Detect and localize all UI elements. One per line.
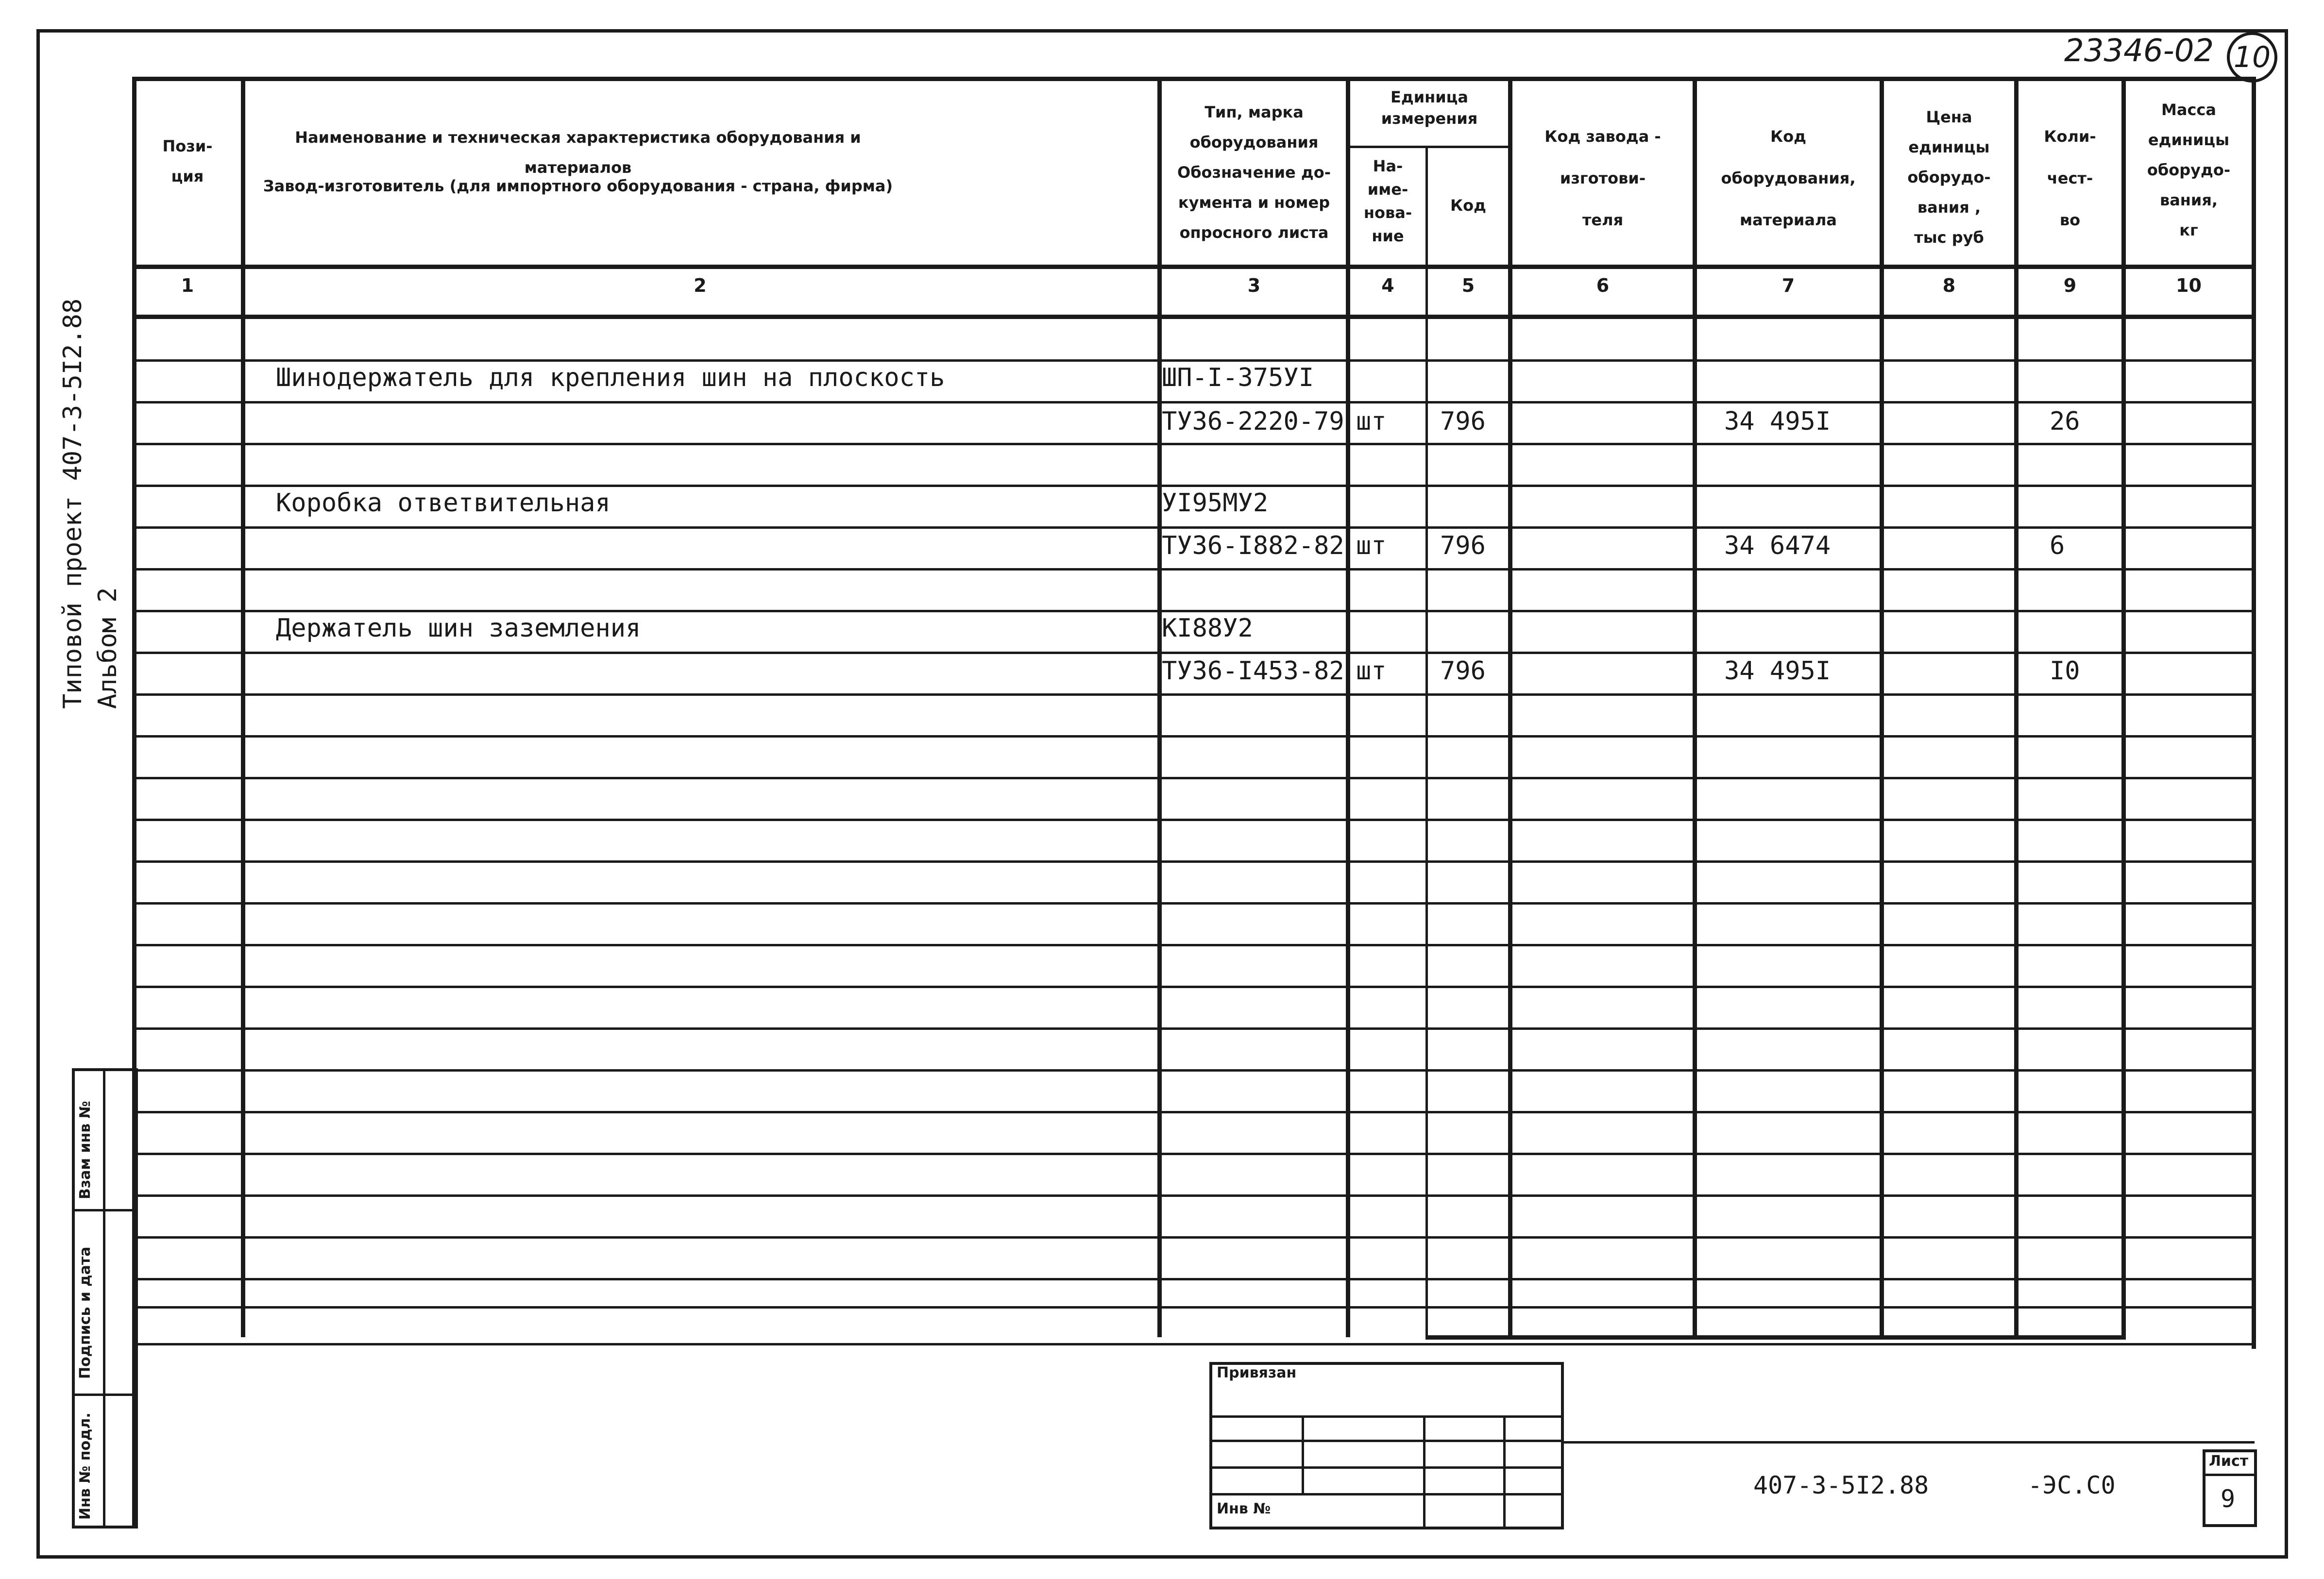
outer-frame (36, 29, 2288, 1559)
side-stamp-divider (103, 1068, 105, 1529)
row-line (132, 1027, 2255, 1030)
row-line (132, 1278, 2255, 1280)
header-type: Тип, марка оборудования Обозначение до- кумента и номер опросного листа (1177, 103, 1331, 242)
column-number: 2 (694, 275, 707, 296)
col-sep (241, 77, 245, 1337)
column-number: 8 (1942, 275, 1956, 296)
item-type: КI88У2 (1162, 614, 1253, 643)
item-code: 34 6474 (1724, 531, 1831, 560)
sheet-circle-number: 10 (2233, 40, 2271, 74)
row-line (132, 735, 2255, 738)
col-sep (1880, 77, 1884, 1337)
item-code: 34 495I (1724, 407, 1831, 436)
privyazan-sep (1503, 1415, 1506, 1529)
privyazan-sep (1423, 1415, 1425, 1529)
item-type: УI95МУ2 (1162, 488, 1269, 518)
column-number: 3 (1247, 275, 1261, 296)
privyazan-label: Привязан (1217, 1364, 1297, 1381)
row-line (132, 1194, 2255, 1197)
row-line (132, 860, 2255, 863)
item-qty: 26 (2050, 407, 2080, 436)
body-bottom-line (132, 1343, 2255, 1345)
row-line (132, 443, 2255, 445)
privyazan-line (1209, 1440, 1564, 1442)
row-line (132, 401, 2255, 403)
row-line (132, 1069, 2255, 1072)
item-doc: ТУ36-I882-82 (1162, 531, 1344, 560)
column-number: 10 (2176, 275, 2202, 296)
item-name: Держатель шин заземления (276, 614, 641, 643)
side-stamp-row-line (72, 1209, 138, 1211)
item-unit-code: 796 (1440, 531, 1486, 560)
header-quantity: Коли- чест- во (2044, 127, 2096, 229)
privyazan-line (1209, 1466, 1564, 1469)
column-number: 5 (1461, 275, 1475, 296)
row-line (132, 986, 2255, 988)
column-number: 7 (1781, 275, 1795, 296)
row-line (132, 1306, 2255, 1309)
privyazan-line (1209, 1493, 1564, 1495)
item-name: Шинодержатель для крепления шин на плоскость (276, 363, 945, 392)
sheet-label: Лист (2209, 1453, 2249, 1470)
item-qty: 6 (2050, 531, 2065, 560)
privyazan-line (1209, 1415, 1564, 1418)
row-line (132, 568, 2255, 571)
column-number: 9 (2063, 275, 2077, 296)
row-line (132, 610, 2255, 612)
designation-suffix: -ЭС.С0 (2028, 1471, 2116, 1499)
item-unit: шт (1356, 531, 1387, 560)
col-sep (1693, 77, 1697, 1337)
document-number: 23346-02 (2064, 33, 2214, 69)
privyazan-sep (1302, 1415, 1304, 1493)
item-doc: ТУ36-I453-82 (1162, 656, 1344, 686)
body-bottom-border (1425, 1335, 2126, 1340)
item-unit-code: 796 (1440, 656, 1486, 686)
row-line (132, 693, 2255, 696)
header-position: Пози- ция (162, 137, 213, 185)
col-sep (1425, 146, 1428, 1337)
header-unit: Единица измерения (1381, 88, 1478, 128)
row-line (132, 1111, 2255, 1113)
header-equipment-code: Код оборудования, материала (1721, 127, 1856, 229)
item-doc: ТУ36-2220-79 (1162, 407, 1344, 436)
header-bottom-border (132, 265, 2255, 269)
unit-subheader-line (1346, 146, 1510, 148)
sheet-number: 9 (2221, 1485, 2236, 1513)
side-stamp-row-line (72, 1394, 138, 1396)
row-line (132, 902, 2255, 905)
column-number: 1 (181, 275, 194, 296)
item-code: 34 495I (1724, 656, 1831, 686)
row-line (132, 485, 2255, 487)
header-mass: Масса единицы оборудо- вания, кг (2147, 101, 2231, 239)
item-unit-code: 796 (1440, 407, 1486, 436)
row-line (132, 777, 2255, 779)
row-line (132, 359, 2255, 362)
side-stamp-vzam: Взам инв № (77, 1101, 94, 1199)
item-type: ШП-I-375УI (1162, 363, 1314, 392)
table-top-border (132, 77, 2255, 81)
item-name: Коробка ответвительная (276, 488, 611, 518)
side-stamp-podpis: Подпись и дата (77, 1246, 94, 1379)
side-stamp-inv: Инв № подл. (77, 1412, 94, 1520)
designation: 407-3-5I2.88 (1753, 1471, 1929, 1499)
column-number: 4 (1381, 275, 1394, 296)
sheet-circle-badge (2227, 32, 2277, 83)
col-sep (2121, 77, 2126, 1337)
row-line (132, 1236, 2255, 1239)
header-plant-code: Код завода - изготови- теля (1544, 127, 1661, 229)
column-number: 6 (1596, 275, 1610, 296)
item-unit: шт (1356, 407, 1387, 436)
col-sep (1346, 77, 1350, 1337)
colnum-bottom-border (132, 315, 2255, 319)
row-line (132, 526, 2255, 529)
header-name-line2: Завод-изготовитель (для импортного оборудования - страна, фирма) (263, 177, 893, 195)
side-title-line2: Альбом 2 (93, 587, 122, 709)
row-line (132, 944, 2255, 946)
item-qty: I0 (2050, 656, 2080, 686)
sheet-box-line (2203, 1474, 2257, 1476)
item-unit: шт (1356, 656, 1387, 686)
header-price: Цена единицы оборудо- вания , тыс руб (1907, 108, 1991, 247)
header-unit-name: На- име- нова- ние (1363, 157, 1412, 245)
col-sep (2014, 77, 2019, 1337)
designation-top-line (1564, 1441, 2255, 1444)
header-unit-code: Код (1450, 196, 1486, 215)
col-sep (1157, 77, 1162, 1337)
header-name-line1: Наименование и техническая характеристика оборудования и материалов (295, 128, 861, 177)
inv-no-label: Инв № (1217, 1500, 1271, 1517)
row-line (132, 652, 2255, 654)
side-title-line1: Типовой проект 407-3-5I2.88 (58, 298, 87, 709)
row-line (132, 1153, 2255, 1155)
col-sep (1508, 77, 1512, 1337)
row-line (132, 819, 2255, 821)
